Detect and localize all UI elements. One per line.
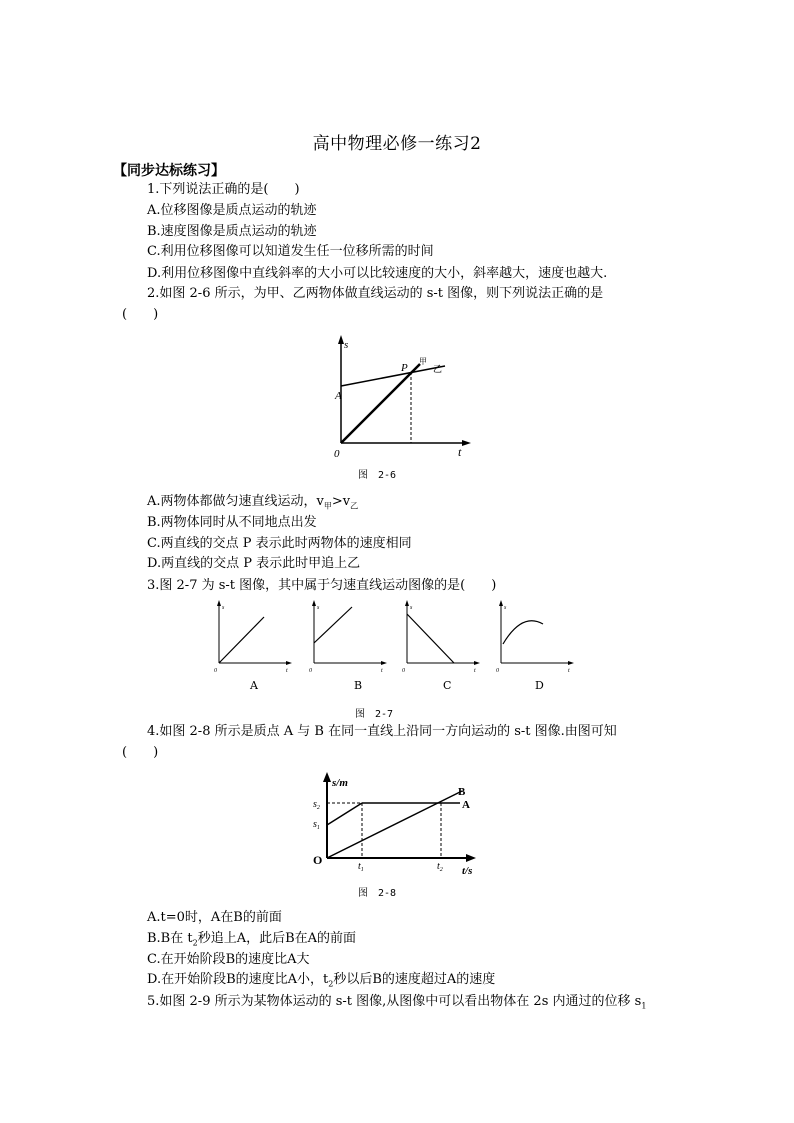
figure-2-8: [310, 770, 490, 880]
q4-option-d-text: D.在开始阶段B的速度比A小，t: [147, 972, 329, 987]
origin-label: 0: [334, 448, 340, 460]
graph-a-origin: 0: [214, 668, 217, 674]
q5-stem-text: 5.如图 2-9 所示为某物体运动的 s-t 图像,从图像中可以看出物体在 2s 内通过的位移 s: [147, 994, 642, 1009]
q4-option-c: C.在开始阶段B的速度比A大: [147, 952, 310, 967]
graph-d-t-label: t: [568, 668, 570, 674]
q2-option-d: D.两直线的交点 P 表示此时甲追上乙: [147, 556, 361, 571]
q3-stem: 3.图 2-7 为 s-t 图像，其中属于匀速直线运动图像的是( ): [147, 578, 497, 593]
q4-option-d: [147, 971, 495, 994]
q4-option-a: A.t=0时，A在B的前面: [147, 910, 282, 925]
figure-2-7-graph-d: [494, 600, 579, 675]
q2-option-a-gt: >v: [331, 494, 351, 509]
t-subscript: 2: [192, 938, 198, 948]
q4-option-b: [147, 930, 356, 953]
q1-stem: 1.下列说法正确的是( ): [147, 182, 300, 197]
graph-c-t-label: t: [474, 668, 476, 674]
figure-2-7-caption: 图 2-7: [355, 709, 394, 720]
q4-answer-paren: ( ): [122, 745, 159, 760]
q4-option-b-text: B.B在 t: [147, 931, 193, 946]
q2-answer-paren: ( ): [122, 307, 159, 322]
y-axis-label: s: [344, 339, 349, 351]
figure-2-7-graph-b: [307, 600, 392, 675]
y-axis-label: s/m: [332, 777, 348, 789]
q4-option-d-rest: 秒以后B的速度超过A的速度: [333, 972, 496, 987]
t-subscript: 2: [328, 979, 334, 989]
graph-a-t-label: t: [286, 668, 288, 674]
q1-option-a: A.位移图像是质点运动的轨迹: [147, 203, 317, 218]
q4-option-b-rest: 秒追上A，此后B在A的前面: [197, 931, 357, 946]
graph-b-origin: 0: [309, 668, 312, 674]
graph-a-s-label: s: [222, 605, 225, 611]
v-subscript-yi: 乙: [350, 501, 359, 511]
figure-2-8-caption: 图 2-8: [358, 888, 397, 899]
s1-label: $s_1$: [313, 819, 320, 831]
q1-option-c: C.利用位移图像可以知道发生任一位移所需的时间: [147, 244, 434, 259]
graph-c-origin: 0: [402, 668, 405, 674]
line-jia-label: 甲: [419, 357, 427, 366]
graph-b-t-label: t: [381, 668, 383, 674]
t1-label: $t_1$: [358, 861, 364, 873]
point-p-label: P: [401, 362, 408, 374]
q4-stem: 4.如图 2-8 所示是质点 A 与 B 在同一直线上沿同一方向运动的 s-t 图像.由图可知: [147, 724, 617, 739]
graph-c-label: C: [443, 679, 452, 692]
x-axis-label: t/s: [462, 865, 473, 877]
q2-stem: 2.如图 2-6 所示，为甲、乙两物体做直线运动的 s-t 图像，则下列说法正确的是: [147, 286, 604, 301]
point-a-label: A: [335, 390, 342, 402]
page-title: 高中物理必修一练习2: [312, 134, 482, 154]
line-b-label: B: [458, 786, 466, 798]
graph-c-s-label: s: [410, 605, 413, 611]
graph-d-label: D: [535, 679, 544, 692]
q2-option-a: [147, 493, 358, 516]
graph-b-s-label: s: [317, 605, 320, 611]
figure-2-7-graph-a: [212, 600, 297, 675]
s-subscript: 1: [641, 1001, 647, 1011]
line-yi-label: 乙: [433, 364, 443, 374]
figure-2-7-graph-c: [400, 600, 485, 675]
graph-d-s-label: s: [504, 605, 507, 611]
figure-2-6-caption: 图 2-6: [358, 470, 397, 481]
graph-a-label: A: [250, 679, 258, 692]
t2-label: $t_2$: [437, 861, 443, 873]
graph-d-origin: 0: [496, 668, 499, 674]
origin-label: O: [313, 853, 323, 867]
q2-option-a-text: A.两物体都做匀速直线运动，v: [147, 494, 324, 509]
figure-2-6: [330, 335, 480, 465]
section-heading: 【同步达标练习】: [113, 163, 225, 179]
x-axis-label: t: [458, 445, 462, 459]
q1-option-b: B.速度图像是质点运动的轨迹: [147, 224, 317, 239]
line-a-label: A: [462, 799, 470, 811]
s2-label: $s_2$: [313, 799, 320, 811]
v-subscript-jia: 甲: [323, 501, 332, 511]
q5-stem: [147, 993, 646, 1016]
q2-option-b: B.两物体同时从不同地点出发: [147, 515, 317, 530]
q2-option-c: C.两直线的交点 P 表示此时两物体的速度相同: [147, 536, 412, 551]
graph-b-label: B: [354, 679, 363, 692]
q1-option-d: D.利用位移图像中直线斜率的大小可以比较速度的大小，斜率越大，速度也越大.: [147, 266, 608, 281]
